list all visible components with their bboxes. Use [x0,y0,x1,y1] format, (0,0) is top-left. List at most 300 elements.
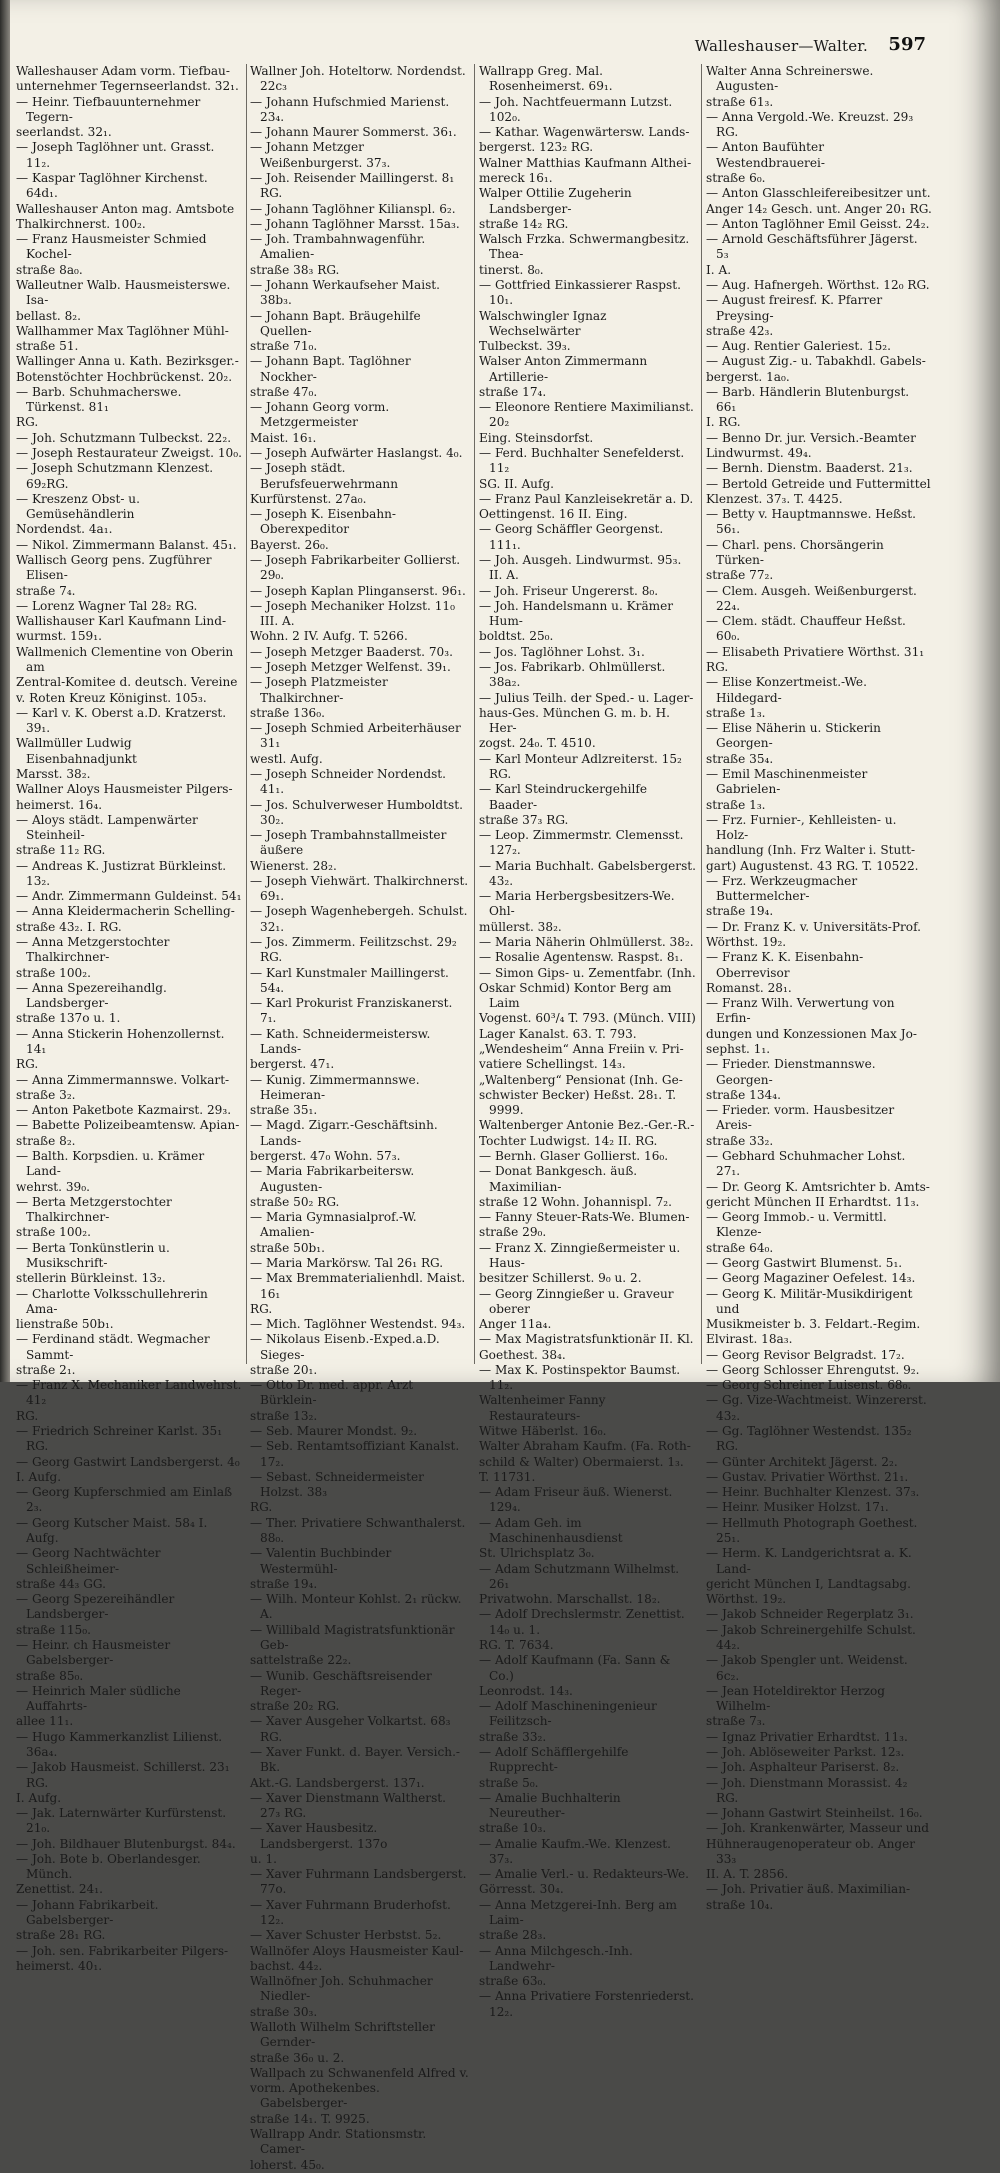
directory-entry-line: straße 37₃ RG. [479,812,569,827]
directory-entry-line: — Joh. Friseur Ungererst. 8₀. [479,583,659,598]
directory-entry-line: — Maria Fabrikarbeitersw. Augusten- [250,1164,415,1194]
directory-entry-line: — Georg Magaziner Oefelest. 14₃. [706,1271,916,1286]
directory-entry-line: — Xaver Fuhrmann Bruderhofst. 12₂. [250,1897,451,1928]
directory-entry-line: — Joh. Asphalteur Pariserst. 8₂. [706,1760,900,1775]
directory-entry-line: — Jean Hoteldirektor Herzog Wilhelm- [706,1683,886,1714]
directory-entry-line: I. Aufg. [16,1469,62,1484]
directory-entry-line: — Joh. Bildhauer Blutenburgst. 84₄. [16,1836,236,1851]
directory-entry-line: — Georg Immob.- u. Vermittl. Klenze- [706,1210,887,1240]
directory-entry-line: bergerst. 47₁. [250,1057,335,1072]
directory-entry-line: Vogenst. 60³/₄ T. 793. (Münch. VIII) [479,1011,696,1026]
directory-entry-line: — Georg Nachtwächter Schleißheimer- [16,1546,161,1576]
directory-entry-line: II. A. T. 2856. [706,1867,789,1882]
directory-entry-line: straße 50₂ RG. [250,1194,340,1209]
directory-entry-line: — Johann Gastwirt Steinheilst. 16₀. [706,1806,923,1821]
directory-entry-line: — Maria Gymnasialprof.-W. Amalien- [250,1210,417,1240]
directory-entry-line: — Xaver Ausgeher Volkartst. 68₃ RG. [250,1714,451,1744]
directory-entry-line: Privatwohn. Marschallst. 18₂. [479,1592,661,1607]
directory-entry-line: — Otto Dr. med. appr. Arzt Bürklein- [250,1378,414,1408]
directory-entry-line: seerlandst. 32₁. [16,125,112,140]
directory-entry-line: — Günter Architekt Jägerst. 2₂. [706,1454,898,1469]
directory-entry-line: straße 17₄. [479,384,547,399]
directory-entry-line: — Xaver Hausbesitz. Landsbergerst. 137o [250,1821,388,1851]
directory-entry-line: — Joh. Ausgeh. Lindwurmst. 95₃. II. A. [479,553,682,583]
directory-entry-line: — Frz. Werkzeugmacher Buttermelcher- [706,873,858,904]
directory-entry-line: — Bernh. Dienstm. Baaderst. 21₃. [706,461,913,476]
directory-entry-line: straße 7₃. [706,1714,766,1729]
directory-entry-line: — Adam Schutzmann Wilhelmst. 26₁ [479,1561,680,1591]
directory-entry-line: — Joh. Krankenwärter, Masseur und [706,1821,930,1836]
directory-entry-line: — Max K. Postinspektor Baumst. 11₂. [479,1362,681,1393]
directory-entry-line: — Franz Wilh. Verwertung von Erfin- [706,996,895,1026]
directory-entry-line: Musikmeister b. 3. Feldart.-Regim. [706,1317,921,1332]
running-head: Walleshauser—Walter. [694,37,868,55]
directory-entry-line: westl. Aufg. [250,751,323,766]
directory-entry-line: — Heinrich Maler südliche Auffahrts- [16,1683,181,1714]
directory-entry-line: RG. [250,1500,273,1515]
directory-entry-line: — Georg Kutscher Maist. 58₄ I. Aufg. [16,1515,208,1545]
directory-entry-line: straße 20₁. [250,1362,318,1377]
directory-entry-line: RG. T. 7634. [479,1637,554,1652]
directory-entry-line: Zentral-Komitee d. deutsch. Vereine [16,675,238,690]
directory-entry-line: straße 100₂. [16,965,91,980]
directory-entry-line: Botenstöchter Hochbrückenst. 20₂. [16,369,233,384]
directory-column-4 [706,64,932,1912]
directory-entry-line: RG. [16,1057,39,1072]
directory-column-1 [16,64,242,1973]
directory-entry-line: Hühneraugenoperateur ob. Anger 33₃ [706,1836,916,1866]
directory-entry-line: — Karl Monteur Adlzreiterst. 15₂ RG. [479,751,682,781]
directory-entry-line: sephst. 1₁. [706,1042,771,1056]
directory-entry-line: — Joseph K. Eisenbahn-Oberexpeditor [250,507,396,537]
directory-entry-line: — Charlotte Volksschullehrerin Ama- [16,1286,208,1316]
directory-entry-line: Wallnöfer Aloys Hausmeister Kaul- [250,1943,464,1958]
directory-entry-line: — Hugo Kammerkanzlist Lilienst. 36a₄. [16,1729,223,1759]
directory-entry-line: — Elise Konzertmeist.-We. Hildegard- [706,675,867,705]
directory-entry-line: — Jos. Fabrikarb. Ohlmüllerst. 38a₂. [479,659,666,690]
column-divider [474,64,475,1364]
directory-entry-line: — Franz K. K. Eisenbahn-Oberrevisor [706,950,864,980]
directory-entry-line: — Nikolaus Eisenb.-Exped.a.D. Sieges- [250,1332,440,1362]
directory-entry-line: — Clem. städt. Chauffeur Heßst. 60₀. [706,614,906,644]
directory-entry-line: — Aloys städt. Lampenwärter Steinheil- [16,812,198,843]
directory-entry-line: straße 35₁. [250,1103,318,1118]
directory-entry-line: unternehmer Tegernseerlandst. 32₁. [16,79,239,94]
directory-entry-line: — Heinr. Musiker Holzst. 17₁. [706,1500,889,1515]
directory-entry-line: „Wendesheim“ Anna Freiin v. Pri- [479,1042,684,1056]
directory-entry-line: — Georg Zinngießer u. Graveur oberer [479,1286,674,1316]
directory-entry-line: — Anna Stickerin Hohenzollernst. 14₁ [16,1026,225,1056]
directory-entry-line: — Xaver Dienstmann Waltherst. 27₃ RG. [250,1790,447,1821]
directory-entry-line: straße 8₂. [16,1133,76,1148]
directory-entry-line: straße 38₃ RG. [250,262,340,277]
directory-entry-line: Wallrapp Andr. Stationsmstr. Camer- [250,2126,427,2157]
directory-entry-line: — Joseph Mechaniker Holzst. 11₀ III. A. [250,598,455,629]
directory-entry-line: — Joseph Platzmeister Thalkirchner- [250,675,388,705]
directory-entry-line: — Frieder. vorm. Hausbesitzer Areis- [706,1103,895,1133]
directory-entry-line: — Heinr. ch Hausmeister Gabelsberger- [16,1637,171,1668]
directory-entry-line: — Ignaz Privatier Erhardtst. 11₃. [706,1729,908,1744]
directory-entry-line: Görresst. 30₄. [479,1882,564,1897]
directory-entry-line: Lindwurmst. 49₄. [706,446,812,461]
directory-entry-line: — Karl Kunstmaler Maillingerst. 54₄. [250,965,449,995]
directory-entry-line: lienstraße 50b₁. [16,1317,114,1332]
directory-entry-line: — Dr. Georg K. Amtsrichter b. Amts- [706,1179,930,1194]
directory-entry-line: straße 115₀. [16,1622,91,1637]
directory-entry-line: handlung (Inh. Frz Walter i. Stutt- [706,843,916,858]
directory-entry-line: — Joh. Bote b. Oberlandesger. Münch. [16,1851,201,1882]
directory-entry-line: Wörthst. 19₂. [706,935,787,950]
directory-entry-line: — Jakob Hausmeist. Schillerst. 23₁ RG. [16,1760,230,1790]
directory-entry-line: straße 3₂. [16,1087,76,1102]
directory-entry-line: — Johann Hufschmied Marienst. 23₄. [250,94,450,124]
directory-entry-line: — Joh. Schutzmann Tulbeckst. 22₂. [16,430,232,445]
directory-entry-line: — Heinr. Buchhalter Klenzest. 37₃. [706,1485,920,1500]
directory-entry-line: — Amalie Buchhalterin Neureuther- [479,1790,621,1821]
directory-entry-line: Wallishauser Karl Kaufmann Lind- [16,614,227,629]
directory-entry-line: Wallner Joh. Hoteltorw. Nordendst. 22c₃ [250,64,466,94]
directory-entry-line: — Wunib. Geschäftsreisender Reger- [250,1668,432,1698]
directory-entry-line: — Anna Milchgesch.-Inh. Landwehr- [479,1943,633,1973]
directory-entry-line: straße 42₃. [706,323,774,338]
directory-entry-line: — Joseph Fabrikarbeiter Gollierst. 29₀. [250,553,461,583]
directory-entry-line: straße 29₀. [479,1225,547,1240]
directory-entry-line: Walschwingler Ignaz Wechselwärter [479,308,607,338]
directory-entry-line: — Frieder. Dienstmannswe. Georgen- [706,1057,876,1087]
directory-entry-line: Walner Matthias Kaufmann Althei- [479,155,692,170]
directory-entry-line: — Fanny Steuer-Rats-We. Blumen- [479,1210,690,1225]
directory-entry-line: — Johann Taglöhner Marsst. 15a₃. [250,216,460,231]
directory-entry-line: — Karl Prokurist Franziskanerst. 7₁. [250,996,453,1026]
directory-entry-line: — Jak. Laternwärter Kurfürstenst. 21₀. [16,1806,227,1836]
directory-entry-line: — Bertold Getreide und Futtermittel [706,476,931,491]
directory-entry-line: — Simon Gips- u. Zementfabr. (Inh. [479,965,696,980]
directory-entry-line: straße 7₄. [16,583,76,598]
directory-entry-line: — Jakob Spengler unt. Weidenst. 6c₂. [706,1653,908,1683]
directory-entry-line: — Xaver Schuster Herbstst. 5₂. [250,1928,442,1943]
directory-entry-line: — Hellmuth Photograph Goethest. 25₁. [706,1515,918,1545]
directory-entry-line: Zenettist. 24₁. [16,1882,103,1897]
directory-entry-line: — Jos. Schulverweser Humboldtst. 30₂. [250,797,463,827]
directory-entry-line: Elvirast. 18a₃. [706,1332,793,1347]
directory-entry-line: — Betty v. Hauptmannswe. Heßst. 56₁. [706,507,916,537]
directory-entry-line: straße 51. [16,339,79,354]
page-header [0,34,1000,56]
directory-entry-line: — Amalie Verl.- u. Redakteurs-We. [479,1867,689,1882]
directory-entry-line: Wallinger Anna u. Kath. Bezirksger.- [16,354,239,369]
directory-entry-line: — Leop. Zimmermstr. Clemensst. 127₂. [479,828,684,858]
directory-entry-line: — Johann Bapt. Bräugehilfe Quellen- [250,308,421,338]
directory-entry-line: — Seb. Maurer Mondst. 9₂. [250,1424,418,1439]
directory-entry-line: — Barb. Schuhmacherswe. Türkenst. 81₁ [16,384,182,415]
directory-entry-line: Tochter Ludwigst. 14₂ II. RG. [479,1133,658,1148]
directory-entry-line: — Joseph Trambahnstallmeister äußere [250,828,447,858]
directory-entry-line: — Joseph städt. Berufsfeuerwehrmann [250,461,398,491]
directory-entry-line: Wallpach zu Schwanenfeld Alfred v. [250,2065,469,2080]
directory-entry-line: — Gg. Taglöhner Westendst. 135₂ RG. [706,1424,912,1454]
directory-entry-line: — Kathar. Wagenwärtersw. Lands- [479,125,690,140]
directory-entry-line: — Andreas K. Justizrat Bürkleinst. 13₂. [16,858,227,888]
directory-entry-line: bergerst. 47₀ Wohn. 57₃. [250,1148,401,1163]
directory-entry-line: — Magd. Zigarr.-Geschäftsinh. Lands- [250,1118,438,1148]
directory-entry-line: straße 13₂. [250,1408,318,1423]
directory-entry-line: — Adam Geh. im Maschinenhausdienst [479,1515,623,1545]
directory-entry-line: straße 47₀. [250,384,318,399]
directory-entry-line: — Joh. Reisender Maillingerst. 8₁ RG. [250,170,455,201]
directory-entry-line: — Arnold Geschäftsführer Jägerst. 5₃ [706,232,918,262]
directory-entry-line: — Anna Metzgerstochter Thalkirchner- [16,935,170,965]
directory-entry-line: straße 35₄. [706,751,774,766]
directory-entry-line: — Joh. Nachtfeuermann Lutzst. 102₀. [479,94,673,124]
directory-entry-line: Wallmenich Clementine von Oberin am [16,644,234,674]
directory-entry-line: — Friedrich Schreiner Karlst. 35₁ RG. [16,1424,223,1454]
directory-entry-line: Eing. Steinsdorfst. [479,430,594,445]
directory-entry-line: St. Ulrichsplatz 3₀. [479,1546,595,1561]
directory-entry-line: straße 19₄. [250,1576,318,1591]
directory-entry-line: Kurfürstenst. 27a₀. [250,491,367,506]
directory-entry-line: — Joh. Ablöseweiter Parkst. 12₃. [706,1744,905,1759]
directory-entry-line: — Jos. Zimmerm. Feilitzschst. 29₂ RG. [250,935,457,965]
directory-entry-line: — Johann Maurer Sommerst. 36₁. [250,125,457,140]
directory-entry-line: — Joh. Handelsmann u. Krämer Hum- [479,598,674,629]
directory-entry-line: — Johann Taglöhner Kilianspl. 6₂. [250,201,456,216]
directory-entry-line: — Xaver Fuhrmann Landsbergerst. 77o. [250,1867,467,1897]
directory-entry-line: straße 50b₁. [250,1240,325,1255]
directory-entry-line: Wallmüller Ludwig Eisenbahnadjunkt [16,736,137,766]
directory-entry-line: — Andr. Zimmermann Guldeinst. 54₁ [16,889,242,904]
directory-entry-line: — Rosalie Agentensw. Raspst. 8₁. [479,950,684,965]
directory-entry-line: Thalkirchnerst. 100₂. [16,216,146,231]
directory-entry-line: — Anna Zimmermannswe. Volkart- [16,1072,230,1087]
directory-entry-line: — Lorenz Wagner Tal 28₂ RG. [16,598,198,613]
directory-entry-line: — Emil Maschinenmeister Gabrielen- [706,766,868,797]
directory-entry-line: — Balth. Korpsdien. u. Krämer Land- [16,1148,205,1179]
directory-entry-line: — Georg Gastwirt Blumenst. 5₁. [706,1255,903,1270]
directory-entry-line: — Adolf Kaufmann (Fa. Sann & Co.) [479,1653,671,1683]
directory-entry-line: straße 28₁ RG. [16,1928,106,1943]
directory-entry-line: — Gustav. Privatier Wörthst. 21₁. [706,1469,909,1484]
directory-entry-line: Walsch Frzka. Schwermangbesitz. Thea- [479,232,690,262]
directory-entry-line: Walleutner Walb. Hausmeisterswe. Isa- [16,277,231,308]
directory-entry-line: — Franz X. Mechaniker Landwehrst. 41₂ [16,1378,242,1408]
directory-entry-line: vorm. Apothekenbes. Gabelsberger- [250,2081,380,2111]
directory-entry-line: Walleshauser Anton mag. Amtsbote [16,201,235,216]
directory-entry-line: Marsst. 38₂. [16,766,91,781]
directory-column-2 [250,64,469,2172]
directory-entry-line: Anger 11a₄. [479,1317,552,1332]
directory-entry-line: — Anton Baufühter Westendbrauerei- [706,140,825,170]
directory-entry-line: — Joh. Privatier äuß. Maximilian- [706,1882,911,1897]
directory-entry-line: wurmst. 159₁. [16,629,102,644]
directory-entry-line: — Adam Friseur äuß. Wienerst. 129₄. [479,1485,673,1515]
directory-entry-line: mereck 16₁. [479,170,553,185]
directory-entry-line: Wallisch Georg pens. Zugführer Elisen- [16,553,212,583]
directory-entry-line: RG. [16,1408,39,1423]
directory-entry-line: — Aug. Rentier Galeriest. 15₂. [706,339,891,354]
directory-entry-line: bergerst. 1a₀. [706,369,790,384]
directory-entry-line: dungen und Konzessionen Max Jo- [706,1026,917,1041]
directory-entry-line: — Joh. Dienstmann Morassist. 4₂ RG. [706,1775,908,1805]
directory-entry-line: — Valentin Buchbinder Westermühl- [250,1546,392,1576]
directory-entry-line: — Xaver Funkt. d. Bayer. Versich.-Bk. [250,1744,461,1775]
directory-entry-line: schild & Walter) Obermaierst. 1₃. [479,1454,684,1469]
directory-entry-line: Walper Ottilie Zugeherin Landsberger- [479,186,632,216]
directory-entry-line: — Maria Näherin Ohlmüllerst. 38₂. [479,935,694,950]
directory-entry-line: Wienerst. 28₂. [250,858,337,873]
directory-entry-line: — Ther. Privatiere Schwanthalerst. 88₀. [250,1515,466,1545]
directory-entry-line: — Adolf Maschineningenieur Feilitzsch- [479,1699,657,1729]
directory-entry-line: allee 11₁. [16,1714,74,1729]
directory-entry-line: — Johann Bapt. Taglöhner Nockher- [250,354,411,384]
binding-gutter [0,0,10,1382]
directory-entry-line: — Bernh. Glaser Gollierst. 16₀. [479,1148,669,1163]
directory-entry-line: RG. [706,659,729,674]
directory-entry-line: sattelstraße 22₂. [250,1653,352,1668]
directory-entry-line: — Seb. Rentamtsoffiziant Kanalst. 17₂. [250,1439,460,1469]
directory-entry-line: — Anna Privatiere Forstenriederst. 12₂. [479,1989,695,2019]
directory-entry-line: straße 61₃. [706,94,774,109]
directory-entry-line: — Ferdinand städt. Wegmacher Sammt- [16,1332,210,1362]
directory-entry-line: — Kreszenz Obst- u. Gemüsehändlerin [16,491,140,522]
directory-entry-line: zogst. 24₀. T. 4510. [479,736,596,751]
directory-entry-line: — Jakob Schneider Regerplatz 3₁. [706,1607,914,1622]
directory-entry-line: RG. [16,415,39,430]
directory-entry-line: Wallhammer Max Taglöhner Mühl- [16,323,229,338]
directory-entry-line: straße 44₃ GG. [16,1576,106,1591]
directory-entry-line: — Joh. Trambahnwagenführ. Amalien- [250,232,426,262]
directory-entry-line: straße 100₂. [16,1225,91,1240]
directory-entry-line: — Georg Revisor Belgradst. 17₂. [706,1347,905,1362]
directory-entry-line: straße 8a₀. [16,262,83,277]
directory-entry-line: — Herm. K. Landgerichtsrat a. K. Land- [706,1546,912,1576]
directory-entry-line: — Kunig. Zimmermannswe. Heimeran- [250,1072,420,1102]
directory-entry-line: — Donat Bankgesch. äuß. Maximilian- [479,1164,638,1194]
directory-entry-line: — Anna Kleidermacherin Schelling- [16,904,235,919]
directory-entry-line: — Joseph Schneider Nordendst. 41₁. [250,766,446,797]
directory-entry-line: — Anton Paketbote Kazmairst. 29₃. [16,1103,232,1118]
directory-entry-line: — Gebhard Schuhmacher Lohst. 27₁. [706,1148,906,1179]
directory-entry-line: — August freiresf. K. Pfarrer Preysing- [706,293,883,323]
directory-entry-line: — Anna Spezereihandlg. Landsberger- [16,980,167,1011]
directory-entry-line: — Dr. Franz K. v. Universitäts-Prof. [706,919,921,934]
directory-entry-line: — Georg Schlosser Ehrengutst. 9₂. [706,1362,920,1377]
directory-entry-line: — Gg. Vize-Wachtmeist. Winzererst. 43₂. [706,1393,927,1423]
directory-entry-line: — Joseph Kaplan Plinganserst. 96₁. [250,583,466,598]
directory-entry-line: Witwe Häberlst. 16₀. [479,1424,607,1439]
directory-entry-line: gericht München I, Landtagsabg. [706,1576,911,1591]
directory-entry-line: heimerst. 16₄. [16,797,103,812]
directory-entry-line: Waltenberger Antonie Bez.-Ger.-R.- [479,1118,695,1133]
directory-entry-line: Tulbeckst. 39₃. [479,339,571,354]
directory-entry-line: Oskar Schmid) Kontor Berg am Laim [479,980,672,1011]
directory-entry-line: bellast. 8₂. [16,308,81,323]
directory-entry-line: Bayerst. 26₀. [250,537,329,552]
directory-entry-line: — Wilh. Monteur Kohlst. 2₁ rückw. A. [250,1592,462,1622]
directory-entry-line: — Georg Gastwirt Landsbergerst. 4₀ [16,1454,240,1469]
directory-entry-line: müllerst. 38₂. [479,919,562,934]
directory-entry-line: Wohn. 2 IV. Aufg. T. 5266. [250,629,408,644]
directory-entry-line: — Georg Spezereihändler Landsberger- [16,1592,175,1622]
directory-entry-line: Klenzest. 37₃. T. 4425. [706,491,843,506]
directory-entry-line: straße 63₀. [479,1974,547,1989]
directory-entry-line: straße 134₄. [706,1087,781,1102]
directory-entry-line: — Elisabeth Privatiere Wörthst. 31₁ [706,644,925,659]
directory-entry-line: Anger 14₂ Gesch. unt. Anger 20₁ RG. [706,201,932,216]
column-divider [246,64,247,1364]
directory-entry-line: straße 12 Wohn. Johannispl. 7₂. [479,1194,672,1209]
column-divider [701,64,702,1364]
directory-entry-line: gart) Augustenst. 43 RG. T. 10522. [706,858,919,873]
directory-entry-line: haus-Ges. München G. m. b. H. Her- [479,705,671,736]
directory-entry-line: T. 11731. [479,1469,536,1484]
directory-entry-line: — Amalie Kaufm.-We. Klenzest. 37₃. [479,1836,671,1866]
directory-entry-line: — Max Magistratsfunktionär II. Kl. [479,1332,694,1347]
directory-entry-line: Waltenheimer Fanny Restaurateurs- [479,1393,606,1423]
directory-entry-line: — Gottfried Einkassierer Raspst. 10₁. [479,277,681,308]
directory-entry-line: straße 43₂. I. RG. [16,919,122,934]
directory-entry-line: I. Aufg. [16,1790,62,1805]
directory-entry-line: — Babette Polizeibeamtensw. Apian- [16,1118,240,1133]
directory-entry-line: — Joseph Schmied Arbeiterhäuser 31₁ [250,721,461,751]
directory-entry-line: — Anna Metzgerei-Inh. Berg am Laim- [479,1897,677,1928]
directory-entry-line: — Karl v. K. Oberst a.D. Kratzerst. 39₁. [16,705,227,736]
directory-entry-line: — Karl Steindruckergehilfe Baader- [479,782,648,812]
directory-entry-line: — Jakob Schreinergehilfe Schulst. 44₂. [706,1622,916,1652]
directory-entry-line: Nordendst. 4a₁. [16,522,113,537]
directory-entry-line: Walter Abraham Kaufm. (Fa. Roth- [479,1439,691,1454]
directory-entry-line: — Aug. Hafnergeh. Wörthst. 12₀ RG. [706,277,930,292]
directory-entry-line: — Johann Metzger Weißenburgerst. 37₃. [250,140,391,170]
directory-entry-line: — Adolf Schäfflergehilfe Rupprecht- [479,1744,629,1775]
directory-entry-line: besitzer Schillerst. 9₀ u. 2. [479,1271,642,1286]
directory-entry-line: — Barb. Händlerin Blutenburgst. 66₁ [706,384,910,415]
directory-entry-line: Wörthst. 19₂. [706,1592,787,1607]
directory-entry-line: — Kaspar Taglöhner Kirchenst. 64d₁. [16,170,208,201]
directory-entry-line: straße 10₄. [706,1897,774,1912]
directory-entry-line: — Joseph Restaurateur Zweigst. 10₀. [16,446,242,461]
directory-entry-line: Goethest. 38₄. [479,1347,566,1362]
directory-entry-line: — Julius Teilh. der Sped.- u. Lager- [479,690,694,705]
directory-entry-line: — Nikol. Zimmermann Balanst. 45₁. [16,537,237,552]
directory-entry-line: straße 30₃. [250,2004,318,2019]
directory-entry-line: — Maria Buchhalt. Gabelsbergerst. 43₂. [479,858,697,888]
directory-entry-line: straße 136₀. [250,705,325,720]
directory-entry-line: bergerst. 123₂ RG. [479,140,594,155]
directory-entry-line: u. 1. [250,1851,278,1866]
directory-entry-line: gericht München II Erhardtst. 11₃. [706,1194,920,1209]
directory-entry-line: boldtst. 25₀. [479,629,554,644]
directory-entry-line: — Georg Kupferschmied am Einlaß 2₃. [16,1485,233,1515]
directory-entry-line: bachst. 44₂. [250,1958,323,1973]
directory-entry-line: I. A. [706,262,732,277]
directory-entry-line: Oettingenst. 16 II. Eing. [479,507,628,522]
directory-entry-line: Lager Kanalst. 63. T. 793. [479,1026,637,1041]
directory-entry-line: — August Zig.- u. Tabakhdl. Gabels- [706,354,926,369]
directory-entry-line: — Joseph Wagenhebergeh. Schulst. 32₁. [250,904,468,934]
directory-entry-line: — Joseph Metzger Baaderst. 70₃. [250,644,453,659]
directory-entry-line: — Georg Schreiner Luisenst. 68₀. [706,1378,912,1393]
directory-entry-line: — Charl. pens. Chorsängerin Türken- [706,537,884,567]
directory-entry-line: loherst. 45₀. [250,2157,325,2172]
directory-entry-line: — Johann Werkaufseher Maist. 38b₃. [250,277,440,308]
directory-entry-line: Walter Anna Schreinerswe. Augusten- [706,64,874,94]
directory-entry-line: straße 11₂ RG. [16,843,106,858]
directory-entry-line: — Joseph Aufwärter Haslangst. 4₀. [250,446,463,461]
directory-entry-line: heimerst. 40₁. [16,1958,103,1973]
directory-entry-line: straße 28₃. [479,1928,547,1943]
directory-column-3 [479,64,697,2019]
directory-entry-line: vatiere Schellingst. 14₃. [479,1057,626,1072]
